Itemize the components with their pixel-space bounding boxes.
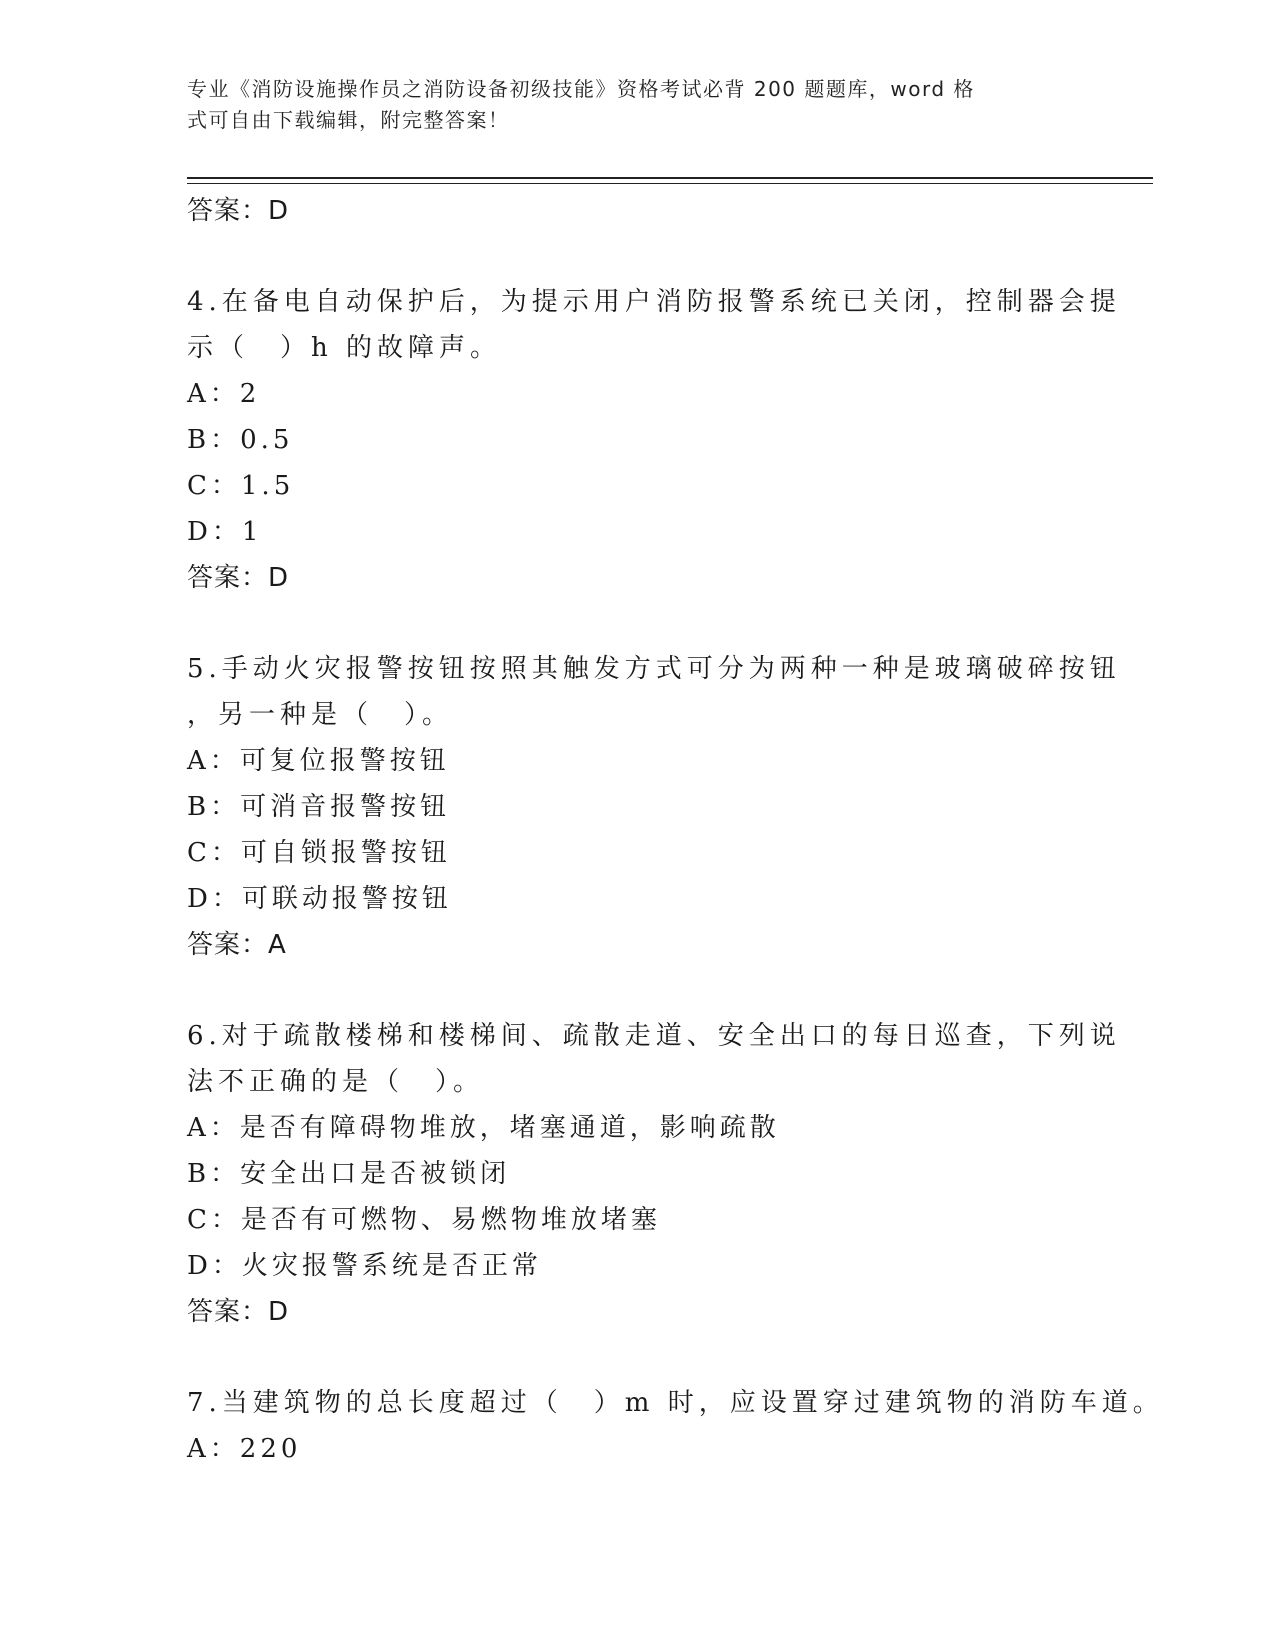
- header-divider-thin: [187, 183, 1153, 184]
- option-d: D：可联动报警按钮: [187, 884, 452, 914]
- option-c: C：可自锁报警按钮: [187, 838, 451, 868]
- option-a: A：可复位报警按钮: [187, 746, 450, 776]
- question-stem-line: 6.对于疏散楼梯和楼梯间、疏散走道、安全出口的每日巡查，下列说: [187, 1021, 1121, 1051]
- option-c: C：是否有可燃物、易燃物堆放堵塞: [187, 1205, 661, 1235]
- question-stem-line: ，另一种是（ ）。: [187, 700, 454, 730]
- option-b: B：安全出口是否被锁闭: [187, 1159, 511, 1189]
- option-b: B：0.5: [187, 425, 294, 455]
- answer-line: 答案：D: [187, 196, 290, 226]
- header-line-1: 专业《消防设施操作员之消防设备初级技能》资格考试必背 200 题题库，word 格: [187, 77, 975, 101]
- answer-line: 答案：D: [187, 563, 290, 593]
- question-5: [187, 646, 1121, 968]
- option-b: B：可消音报警按钮: [187, 792, 451, 822]
- option-d: D：1: [187, 517, 263, 547]
- header-line-2: 式可自由下载编辑，附完整答案！: [187, 108, 510, 132]
- option-c: C：1.5: [187, 471, 295, 501]
- option-d: D：火灾报警系统是否正常: [187, 1251, 542, 1281]
- question-stem-line: 4.在备电自动保护后，为提示用户消防报警系统已关闭，控制器会提: [187, 287, 1121, 317]
- option-a: A：220: [187, 1434, 302, 1464]
- option-a: A：2: [187, 379, 261, 409]
- question-4: [187, 279, 1121, 601]
- document-header: [187, 74, 1067, 136]
- question-6: [187, 1013, 1121, 1335]
- question-stem-line: 5.手动火灾报警按钮按照其触发方式可分为两种一种是玻璃破碎按钮: [187, 654, 1121, 684]
- answer-line: 答案：A: [187, 930, 287, 960]
- question-stem-line: 示（ ）h 的故障声。: [187, 333, 502, 363]
- question-list: [187, 188, 1164, 1472]
- question-7: [187, 1380, 1164, 1472]
- answer-line: 答案：D: [187, 1297, 290, 1327]
- header-divider-thick: [187, 177, 1153, 179]
- question-stem-line: 法不正确的是（ ）。: [187, 1067, 485, 1097]
- option-a: A：是否有障碍物堆放，堵塞通道，影响疏散: [187, 1113, 780, 1143]
- question-stem-line: 7.当建筑物的总长度超过（ ）m 时，应设置穿过建筑物的消防车道。: [187, 1388, 1164, 1418]
